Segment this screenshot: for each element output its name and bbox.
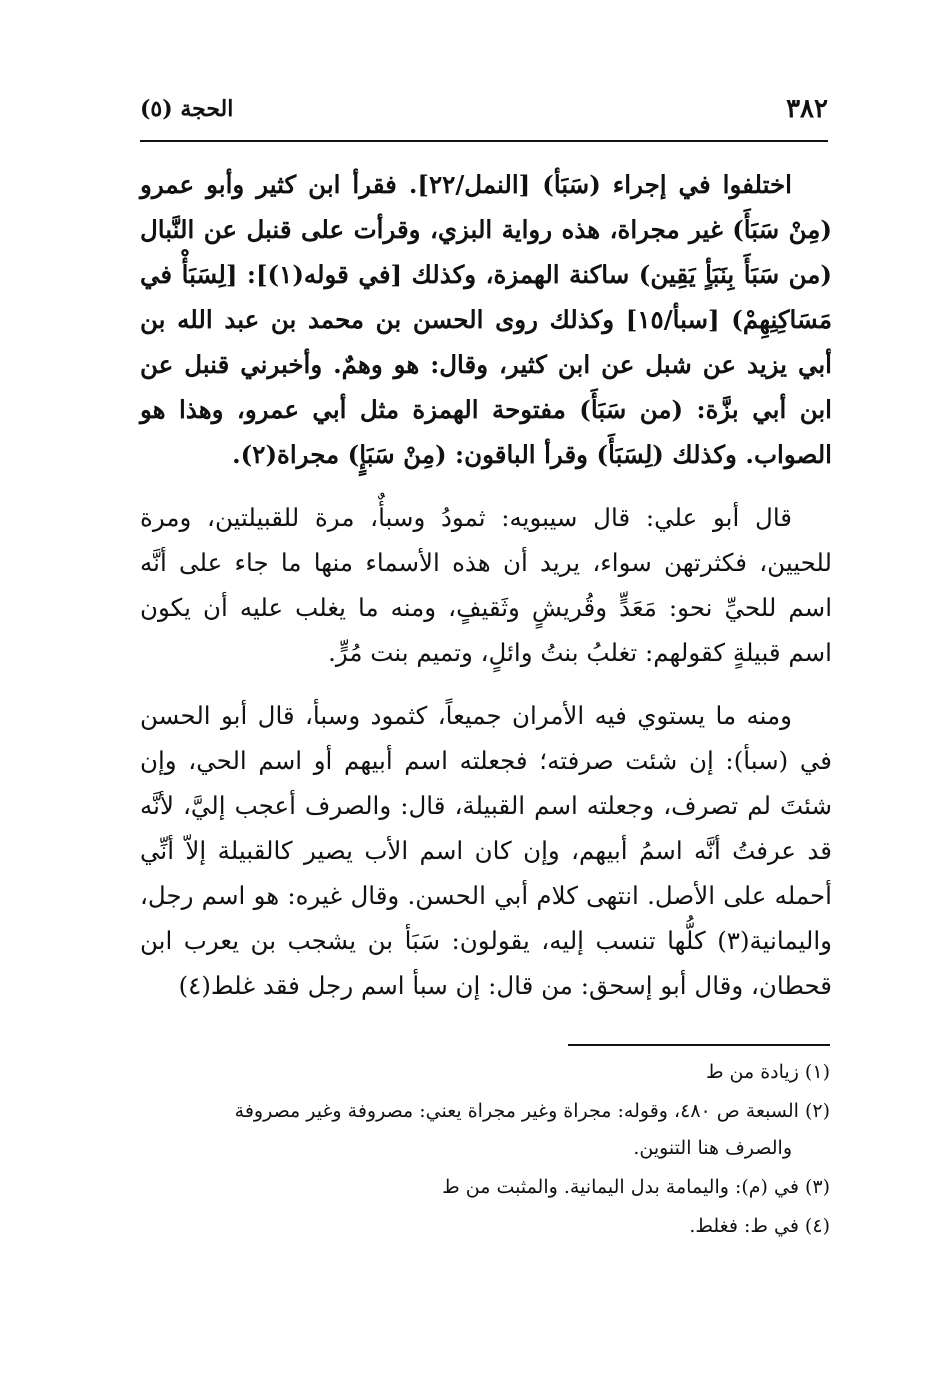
paragraph-3: ومنه ما يستوي فيه الأمران جميعاً، كثمود وسبأ، قال أبو الحسن في (سبأ): إن شئت صرفته؛ فجعلته اسم أبيهم أو اسم الحي، وإن شئتَ لم تصرف، وجعلته اسم القبيلة، قال: والصرف أعجب إليَّ، لأنَّه قد عرفتُ أنَّه اسمُ أبيهم، وإن كان اسم الأب يصير كالقبيلة إلاّ أنِّي أحمله على الأصل. انتهى كلام أبي الحسن. وقال غيره: هو اسم رجل، واليمانية(٣) كلُّها تنسب إليه، يقولون: سَبَأ بن يشجب بن يعرب ابن قحطان، وقال أبو إسحق: من قال: إن سبأ اسم رجل فقد غلط(٤) (140, 701, 832, 1000)
footnote-2-continuation: والصرف هنا التنوين. (633, 1137, 792, 1159)
footnote-2 (140, 1093, 830, 1167)
footnote-2-text: (٢) السبعة ص ٤٨٠، وقوله: مجراة وغير مجراة يعني: مصروفة وغير مصروفة (234, 1100, 830, 1122)
footnote-1: (١) زيادة من ط (705, 1061, 830, 1083)
running-title: الحجة (٥) (140, 96, 234, 122)
page-number: ٣٨٢ (786, 94, 828, 124)
footnote-divider (568, 1044, 830, 1046)
paragraph-1: اختلفوا في إجراء (سَبَأ) [النمل/٢٢]. فقرأ ابن كثير وأبو عمرو (مِنْ سَبَأَ) غير مجراة، هذه رواية البزي، وقرأت على قنبل عن النَّبال (من سَبَأَ بِنَبَأٍ يَقِين) ساكنة الهمزة، وكذلك [في قوله(١)]: [لِسَبَأْ في مَسَاكِنِهِمْ) [سبأ/١٥] وكذلك روى الحسن بن محمد بن عبد الله بن أبي يزيد عن شبل عن ابن كثير، وقال: هو وهمٌ. وأخبرني قنبل عن ابن أبي بزَّة: (من سَبَأَ) مفتوحة الهمزة مثل أبي عمرو، وهذا هو الصواب. وكذلك (لِسَبَأَ) وقرأ الباقون: (مِنْ سَبَإٍ) مجراة(٢). (140, 170, 832, 469)
header-divider (140, 140, 828, 142)
paragraph-2: قال أبو علي: قال سيبويه: ثمودُ وسبأٌ، مرة للقبيلتين، ومرة للحيين، فكثرتهن سواء، يريد أن هذه الأسماء منها ما جاء على أنَّه اسم للحيِّ نحو: مَعَدٍّ وقُريشٍ وثَقيفٍ، ومنه ما يغلب عليه أن يكون اسم قبيلةٍ كقولهم: تغلبُ بنتُ وائلٍ، وتميم بنت مُرٍّ. (140, 503, 832, 667)
main-text (140, 162, 832, 1026)
footnotes (140, 1054, 830, 1247)
footnote-4: (٤) في ط: فغلط. (689, 1215, 830, 1237)
footnote-3: (٣) في (م): واليمامة بدل اليمانية. والمثبت من ط (442, 1176, 830, 1198)
page-header (140, 88, 828, 140)
